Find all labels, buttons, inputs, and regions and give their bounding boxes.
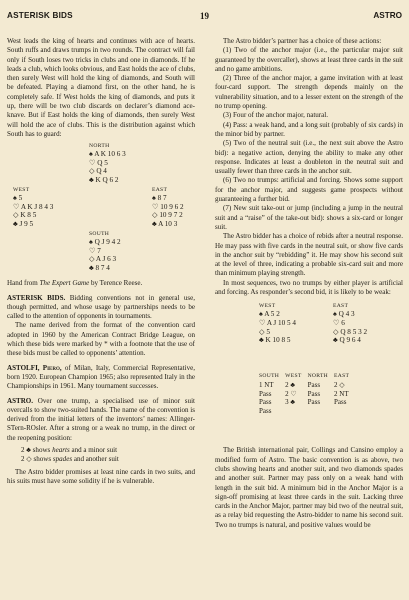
east-label: EAST	[333, 303, 349, 310]
list-emphasis: spades	[52, 455, 73, 464]
source-text: by Terence Reese.	[89, 279, 143, 288]
option-item: (7) New suit take-out or jump (including a jump in the neutral suit and a “raise” of the take-out bid): shows a six-card or longer suit.	[215, 204, 403, 231]
west-label: WEST	[13, 187, 30, 194]
holding: ◇ K 8 5	[13, 211, 37, 220]
header-right: ASTRO	[373, 11, 402, 20]
holding: ♣ A 10 3	[152, 220, 178, 229]
source-book-title: The Expert Game	[39, 279, 90, 288]
holding: ◇ 5	[259, 327, 270, 336]
holding: ♣ K Q 6 2	[89, 176, 119, 185]
header-left: ASTERISK BIDS	[7, 11, 73, 20]
holding: ♠ Q J 9 4 2	[89, 238, 121, 247]
bid: 2 ♣	[21, 446, 31, 455]
bid: Pass	[259, 398, 272, 407]
option-item: (1) Two of the anchor major (i.e., the particular major suit guaranteed by the overcaller), shows at least three cards in the suit and no game ambitions.	[215, 46, 403, 73]
bridge-hand-diagram	[7, 142, 195, 275]
bidding-table	[259, 372, 355, 415]
bidding-sequence	[259, 372, 355, 415]
holding: ♡ A J 10 5 4	[259, 318, 296, 327]
east-hand	[152, 186, 184, 228]
bid	[308, 407, 334, 416]
entry-heading: ASTRO.	[7, 396, 34, 405]
source-text: Hand from	[7, 279, 40, 288]
right-column	[215, 37, 403, 530]
bidding-row	[259, 407, 355, 416]
auction-example	[215, 302, 403, 442]
bid: Pass	[334, 398, 347, 407]
holding: ♣ K 10 8 5	[259, 336, 291, 345]
holding: ♡ 10 9 6 2	[152, 202, 184, 211]
north-label: NORTH	[89, 143, 110, 150]
option-item: (3) Four of the anchor major, natural.	[223, 111, 328, 120]
paragraph: The name derived from the format of the convention card adopted in 1960 by the American Contract Bridge League, on which these bids were marked by * with a footnote that the use of these bids must be called to opponents’ attention.	[7, 321, 195, 358]
list-text: shows	[31, 455, 53, 464]
option-item: (6) Two no trumps: artificial and forcing. Shows some support for the anchor major, and suggests game prospects without guaranteeing a further bid.	[215, 176, 403, 204]
option-item: (2) Three of the anchor major, a game invitation with at least four-card support. The strength depends mainly on the vulnerability situation, and to a lesser extent on the strength of the no trump opening.	[215, 74, 403, 111]
option-item: (4) Pass: a weak hand, and a long suit (probably of six cards) in the minor bid by partner.	[215, 120, 403, 138]
bid	[285, 407, 307, 416]
bid: Pass	[307, 398, 321, 407]
east-label: EAST	[152, 187, 168, 194]
bidding-row	[259, 398, 355, 407]
north-hand	[89, 142, 126, 184]
page-number: 19	[200, 11, 209, 21]
list-text: and a minor suit	[69, 446, 118, 455]
entry-text: Bidding conventions not in general use, though permitted, and whose usage by partnerships needs to be called to the attention of opponents in tournaments.	[7, 293, 195, 321]
bid: 2 NT	[334, 389, 349, 398]
paragraph: The British international pair, Collings and Cansino employ a modified form of Astro. The basic convention is as above, two clubs showing hearts and another suit, and two diamonds spades and another suit. Partner may pass only on a weak hand with length in the suit bid. A minimum bid in the Anchor Major is a sign-off promising at least three cards in the suit. Lacking three cards in the Anchor Major, partner may bid two of the neutral suit, as a relay bid requesting the Astro-bidder to name his second suit. Two no trumps is natural, and positive values would be	[215, 446, 403, 529]
list-emphasis: hearts	[52, 446, 70, 455]
column-header: WEST	[285, 373, 302, 380]
holding: ◇ A J 6 3	[89, 255, 117, 264]
running-header	[7, 11, 402, 25]
bidding-row	[259, 381, 355, 390]
bidding-row	[259, 390, 355, 399]
entry-asterisk-bids	[7, 294, 195, 322]
list-item	[21, 446, 195, 455]
holding: ♠ 5	[13, 194, 23, 203]
holding: ♣ 8 7 4	[89, 264, 110, 273]
bid: Pass	[307, 380, 321, 389]
paragraph: The Astro bidder’s partner has a choice of these actions:	[223, 37, 382, 45]
astro-bid-list	[21, 446, 195, 465]
holding: ♣ J 9 5	[13, 220, 34, 229]
left-column	[7, 37, 195, 486]
paragraph: In most sequences, two no trumps by either player is artificial and forcing. As responder’s second bid, it is likely to be weak:	[215, 278, 403, 297]
paragraph: The Astro bidder has a choice of rebids after a neutral response. He may pass with five cards in the neutral suit, or show five cards in the anchor suit by “rebidding” it. He may show his second suit at the level of three, indicating a probable six-card suit and more than minimum playing strength.	[215, 232, 403, 278]
holding: ♡ 6	[333, 318, 345, 327]
bid: 1 NT	[259, 380, 274, 389]
west-label: WEST	[259, 303, 276, 310]
holding: ♠ Q 4 3	[333, 310, 355, 319]
paragraph: West leads the king of hearts and continues with ace of hearts. South ruffs and draws trumps in two rounds. The contract will fail only if South loses two tricks in clubs and one in diamonds. If he leads a club, which looks obvious, and East holds the ace of clubs, then surely West will hold the king of diamonds, and South will be defeated. Playing a diamond first, on the other hand, he is completely safe. If West holds the king of diamonds, and puts it up, there will be two club discards on declarer’s diamond ace-knave. But if East holds the king of diamonds, then surely West will hold the ace of clubs. This is the distribution against which South has to guard:	[7, 37, 195, 138]
entry-text: Over one trump, a specialised use of minor suit overcalls to show two-suited hands. The name of the convention is derived from the initial letters of the inventors’ names: Allinger-STern-ROsler. After a strong or a weak no trump, in the direct or the reopening position:	[7, 396, 195, 442]
bid: Pass	[259, 406, 272, 415]
holding: ♠ A K 10 6 3	[89, 150, 126, 159]
east-hand	[333, 302, 367, 344]
entry-heading: ASTERISK BIDS.	[7, 293, 66, 302]
entry-heading: ASTOLFI, Piero,	[7, 363, 62, 372]
bid: 2 ◇	[21, 455, 32, 464]
holding: ♡ A K J 8 4 3	[13, 202, 54, 211]
south-hand	[89, 230, 121, 272]
bid: Pass	[259, 389, 272, 398]
paragraph: The Astro bidder promises at least nine cards in two suits, and his suits must have some solidity if he is vulnerable.	[7, 467, 195, 485]
column-header: SOUTH	[259, 373, 280, 380]
bid: 2 ♡	[285, 389, 297, 398]
entry-astro	[7, 397, 195, 443]
west-hand	[259, 302, 296, 344]
holding: ♠ A 5 2	[259, 310, 280, 319]
holding: ♠ 8 7	[152, 194, 167, 203]
list-item	[21, 455, 195, 464]
bid: 2 ◇	[334, 380, 345, 389]
entry-astolfi	[7, 364, 195, 392]
bidding-header-row	[259, 372, 355, 381]
holding: ♡ 7	[89, 246, 101, 255]
holding: ◇ Q 4	[89, 167, 107, 176]
entry-text: of Milan, Italy, Commercial Representative, born 1920. European Champion 1965; also represented Italy in the Championships in 1961. Many tournament successes.	[7, 363, 195, 391]
holding: ♣ Q 9 6 4	[333, 336, 361, 345]
holding: ◇ 10 9 7 2	[152, 211, 183, 220]
bid: 3 ♣	[285, 398, 295, 407]
holding: ◇ Q 8 5 3 2	[333, 327, 368, 336]
column-header: EAST	[334, 373, 350, 380]
bid	[334, 407, 355, 416]
south-label: SOUTH	[89, 231, 110, 238]
source-credit	[7, 279, 195, 288]
holding: ♡ Q 5	[89, 158, 108, 167]
list-text: shows	[30, 446, 53, 455]
bid: Pass	[307, 389, 321, 398]
list-text: and another suit	[72, 455, 119, 464]
west-hand	[13, 186, 53, 228]
bid: 2 ♣	[285, 380, 295, 389]
column-header: NORTH	[307, 373, 329, 380]
option-item: (5) Two of the neutral suit (i.e., the next suit above the Astro bid): a negative action, denying the ability to make any other response. Indicates at least a doubleton in the neutral suit and usually fewer than three cards in the anchor suit.	[215, 139, 403, 176]
